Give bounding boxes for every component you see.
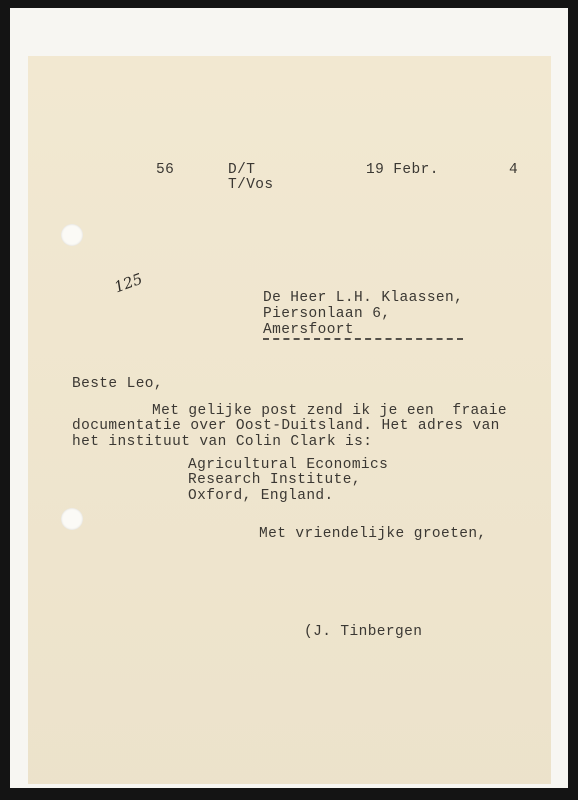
body-line-2: documentatie over Oost-Duitsland. Het adres van bbox=[72, 418, 500, 434]
reference-line-2: T/Vos bbox=[228, 177, 274, 193]
institute-line-1: Agricultural Economics bbox=[188, 457, 389, 473]
handwritten-note: 125 bbox=[111, 269, 145, 297]
reference-line-1: D/T bbox=[228, 162, 256, 178]
letter-date: 19 Febr. bbox=[366, 162, 439, 178]
punch-hole-top bbox=[61, 224, 83, 246]
address-underline bbox=[263, 338, 463, 340]
page-number: 4 bbox=[509, 162, 519, 178]
signature: (J. Tinbergen bbox=[304, 624, 423, 640]
address-line-2: Piersonlaan 6, bbox=[263, 306, 391, 322]
address-line-1: De Heer L.H. Klaassen, bbox=[263, 290, 464, 306]
punch-hole-bottom bbox=[61, 508, 83, 530]
salutation: Beste Leo, bbox=[72, 376, 164, 392]
body-line-3: het instituut van Colin Clark is: bbox=[72, 434, 373, 450]
institute-line-2: Research Institute, bbox=[188, 472, 361, 488]
institute-line-3: Oxford, England. bbox=[188, 488, 334, 504]
body-line-1: Met gelijke post zend ik je een fraaie bbox=[152, 403, 507, 419]
letter-number: 56 bbox=[156, 162, 175, 178]
address-line-3: Amersfoort bbox=[263, 322, 355, 338]
closing: Met vriendelijke groeten, bbox=[259, 526, 487, 542]
